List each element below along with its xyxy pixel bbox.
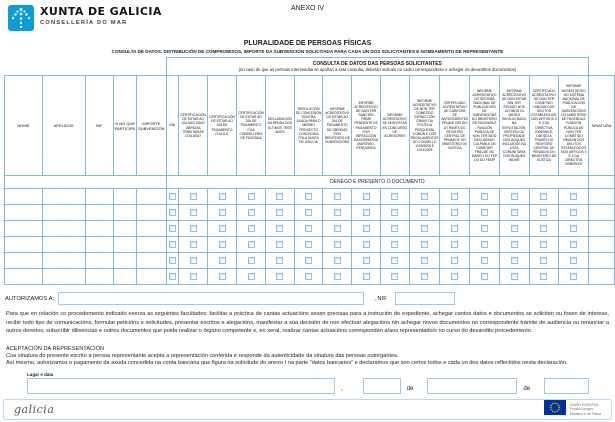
checkbox-cell: [352, 221, 381, 237]
checkbox-cell: [529, 221, 559, 237]
deny-checkbox[interactable]: [540, 273, 547, 280]
applicant-data-cell[interactable]: [42, 205, 85, 221]
deny-checkbox[interactable]: [305, 209, 312, 216]
deny-checkbox[interactable]: [391, 225, 398, 232]
faculties-paragraph: Para que en relación co procedemento indicado exerza as seguintes facultades: facilitar a práctica de cantas actuacións sexan precisas para a instrución do expediente, achegar cantos datos e documentos se soliciten ou fosen de interese, recibir todo tipo de comunicacións, formular peticións e solicitudes, presentar escritos e alegacións, manifestar a súa decisión de non efectuar alegacións nin achegar novos documentos no correspondente trámite de audiencia ou renunciar a outros dereitos, subscribir dilixencias e outros documentos que poida realizar o órgano competente e, en xeral, realizar cantas actuacións correspondan a/aos representado/s no curso do devandito procedemento.: [6, 311, 609, 335]
deny-checkbox[interactable]: [511, 273, 518, 280]
column-header-11: INFORME ACREDITATIVO DE ESTAR AO DÍA DE PAGAMENTO DE OBRIGAS POR REINTEGRO DE SUBVENCIÓNS: [323, 76, 352, 176]
checkbox-cell: [409, 205, 440, 221]
checkbox-cell: [323, 205, 352, 221]
column-header-7: CERTIFICACIÓN DE ESTAR AO DÍA DE PAGAMENTO COA S.S.: [208, 76, 237, 176]
checkbox-cell: [208, 269, 237, 285]
checkbox-cell: [559, 237, 589, 253]
column-header-13: INFORME ACREDITATIVO DE NON ESTAR EN CONCURSO DE ACREDORES: [380, 76, 409, 176]
year-input[interactable]: [544, 378, 589, 394]
checkbox-cell: [380, 253, 409, 269]
applicant-data-cell[interactable]: [85, 221, 113, 237]
checkbox-cell: [529, 253, 559, 269]
acceptance-title: ACEPTACIÓN DA REPRESENTACIÓN: [6, 346, 105, 352]
checkbox-cell: [440, 221, 470, 237]
checkbox-cell: [470, 237, 500, 253]
checkbox-cell: [323, 253, 352, 269]
checkbox-cell: [559, 205, 589, 221]
deny-checkbox[interactable]: [540, 209, 547, 216]
deny-checkbox[interactable]: [219, 225, 226, 232]
consulta-header-title: CONSULTA DE DATOS DAS PERSOAS SOLICITANTES: [312, 61, 442, 67]
deny-checkbox[interactable]: [421, 209, 428, 216]
deny-checkbox[interactable]: [451, 209, 458, 216]
applicant-data-cell[interactable]: [85, 237, 113, 253]
applicant-data-cell[interactable]: [5, 253, 43, 269]
deny-checkbox[interactable]: [169, 273, 176, 280]
checkbox-cell: [380, 269, 409, 285]
place-date-fields: [27, 378, 589, 394]
column-header-0: NOME: [5, 76, 43, 176]
deny-checkbox[interactable]: [451, 257, 458, 264]
checkbox-cell: [529, 189, 559, 205]
deny-checkbox[interactable]: [169, 209, 176, 216]
consulta-header-note: (no caso de que as persoas interesadas se opoñan a esta consulta, deberán indicalo no cadro correspondente e achegar os devanditos documentos): [238, 67, 517, 72]
column-header-19: INFORME ACREDITATIVO DO SISTEMA NACIONAL DE PUBLICACIÓN DE SUBVENCIÓNS DO MINISTERIO DE FACENDA E FUNCIÓN PÚBLICA DE NON TER COMETIDO NINGÚN DOS DELITOS ESTABLECIDOS NOS ARTIGOS 3 E 4 DA DIRECTIVA 2008/99/CE: [559, 76, 589, 176]
de-label-1: de: [406, 386, 414, 392]
deny-checkbox[interactable]: [570, 209, 577, 216]
deny-checkbox[interactable]: [421, 257, 428, 264]
consulta-table: [4, 57, 615, 285]
deny-checkbox[interactable]: [305, 193, 312, 200]
applicant-data-cell[interactable]: [113, 253, 136, 269]
column-header-17: INFORME ACREDITATIVO DE NON ESTAR NIN TER ESTADO NOS ÚLTIMOS 24 MESES INVOLUCRADO NA EXPLOTACIÓN, XESTIÓN OU PROPIEDADE DOS BUQUES INCLUÍDOS NA LISTA COMUNITARIA DOS BUQUES INDNR: [499, 76, 529, 176]
applicant-data-cell[interactable]: [137, 189, 166, 205]
eu-funding-block: [544, 400, 601, 420]
deny-checkbox[interactable]: [363, 257, 370, 264]
deny-checkbox[interactable]: [169, 225, 176, 232]
checkbox-cell: [208, 253, 237, 269]
comma-separator: ,: [341, 386, 343, 392]
deny-checkbox[interactable]: [391, 273, 398, 280]
checkbox-cell: [380, 221, 409, 237]
deny-checkbox[interactable]: [219, 209, 226, 216]
applicant-data-cell[interactable]: [137, 253, 166, 269]
applicant-data-cell[interactable]: [5, 205, 43, 221]
applicant-data-cell[interactable]: [42, 269, 85, 285]
checkbox-cell: [237, 237, 266, 253]
table-row: [5, 269, 615, 285]
deny-checkbox[interactable]: [481, 209, 488, 216]
table-row: [5, 189, 615, 205]
checkbox-cell: [265, 221, 294, 237]
deny-checkbox[interactable]: [190, 225, 197, 232]
deny-checkbox[interactable]: [190, 193, 197, 200]
deny-checkbox[interactable]: [570, 193, 577, 200]
checkbox-cell: [470, 189, 500, 205]
applicant-data-cell[interactable]: [113, 269, 136, 285]
checkbox-cell: [208, 221, 237, 237]
checkbox-cell: [440, 237, 470, 253]
page-subtitle: CONSULTA DE DATOS, DISTRIBUCIÓN DE COMPROMISOS, IMPORTE DA SUBVENCIÓN SOLICITADA PARA CADA UN DOS SOLICITANTES E NOMEAMENTO DE REPRESENTANTE: [111, 49, 504, 54]
checkbox-cell: [166, 253, 179, 269]
checkbox-cell: [294, 269, 323, 285]
checkbox-cell: [470, 221, 500, 237]
deny-checkbox[interactable]: [481, 257, 488, 264]
checkbox-cell: [265, 269, 294, 285]
footer-band: [3, 399, 612, 420]
checkbox-cell: [208, 237, 237, 253]
checkbox-cell: [380, 189, 409, 205]
applicant-data-cell[interactable]: [137, 205, 166, 221]
checkbox-cell: [440, 269, 470, 285]
checkbox-cell: [265, 237, 294, 253]
deny-checkbox[interactable]: [421, 193, 428, 200]
column-header-6: CERTIFICACIÓN DE ESTAR AO DÍA DAS SÚAS OBRIGAS TRIBUTARIAS COA AEAT: [179, 76, 208, 176]
column-header-14: INFORME ACREDITATIVO DE NON TER COMETIDO INFRACCIÓN GRAVE DA POLÍTICA PESQUEIRA COMÚN E DOS REGULAMENTOS DO CONSELLO 1005/2008 E 1224/2009: [409, 76, 440, 176]
deny-checkbox[interactable]: [248, 225, 255, 232]
deny-checkbox[interactable]: [334, 193, 341, 200]
checkbox-cell: [179, 221, 208, 237]
checkbox-cell: [208, 189, 237, 205]
checkbox-cell: [499, 269, 529, 285]
column-header-15: CERTIFICADO ACREDITATIVO DE CARECER DE ANTECEDENTES PENAIS OBTIDO A TRAVÉS DO REXISTRO CENTRAL DE PENADOS DO MINISTERIO DE XUSTIZA: [440, 76, 470, 176]
deny-checkbox[interactable]: [391, 193, 398, 200]
deny-checkbox[interactable]: [363, 193, 370, 200]
checkbox-cell: [440, 253, 470, 269]
eu-text: UNIÓN EUROPEA Fondo Europeo Marítimo e de Pesca: [569, 402, 601, 416]
checkbox-cell: [352, 205, 381, 221]
signature-cell[interactable]: [589, 221, 615, 237]
column-header-10: RESOLUCIÓN DE CONCESIÓN DOUTRA AXUDA PARA O MESMO PROXECTO CONCEDIDA POLA XUNTA DE GALICIA: [294, 76, 323, 176]
column-header-16: INFORME ACREDITATIVO DO SISTEMA NACIONAL DE PUBLICACIÓN DE SUBVENCIÓNS DO MINISTERIO DE FACENDA E FUNCIÓN PÚBLICA DE NON TER SIDO DECLARADO CULPABLE DE COMETER FRAUDE NO MARCO DO FEP OU DO FEMP: [470, 76, 500, 176]
deny-checkbox[interactable]: [305, 273, 312, 280]
applicant-data-cell[interactable]: [5, 189, 43, 205]
consulta-header-right-spacer: [589, 58, 615, 76]
checkbox-cell: [499, 221, 529, 237]
checkbox-cell: [166, 269, 179, 285]
page-title: PLURALIDADE DE PERSOAS FÍSICAS: [243, 40, 372, 47]
checkbox-cell: [529, 269, 559, 285]
table-row: [5, 221, 615, 237]
checkbox-cell: [294, 221, 323, 237]
deny-checkbox[interactable]: [511, 257, 518, 264]
authorized-person-input[interactable]: [58, 292, 364, 305]
deny-checkbox[interactable]: [276, 225, 283, 232]
applicant-data-cell[interactable]: [85, 205, 113, 221]
checkbox-cell: [294, 189, 323, 205]
deny-checkbox[interactable]: [334, 225, 341, 232]
deny-checkbox[interactable]: [540, 257, 547, 264]
deny-checkbox[interactable]: [363, 209, 370, 216]
deny-checkbox[interactable]: [334, 209, 341, 216]
checkbox-cell: [409, 269, 440, 285]
denego-banner: DENEGO E PRESENTO O DOCUMENTO: [166, 176, 589, 189]
deny-checkbox[interactable]: [334, 257, 341, 264]
checkbox-cell: [409, 237, 440, 253]
table-row: [5, 253, 615, 269]
checkbox-cell: [352, 253, 381, 269]
deny-checkbox[interactable]: [481, 193, 488, 200]
consulta-header-left-spacer: [5, 58, 167, 76]
column-header-12: INFORME ACREDITATIVO DE NON TER SANCIÓN FIRME PENDENTE DE PAGAMENTO POR INFRACCIÓN DA NORMATIVA MARÍTIMO-PESQUEIRA: [352, 76, 381, 176]
consulta-header: [166, 58, 589, 76]
applicant-data-cell[interactable]: [85, 253, 113, 269]
deny-checkbox[interactable]: [276, 273, 283, 280]
deny-checkbox[interactable]: [248, 193, 255, 200]
checkbox-cell: [323, 189, 352, 205]
checkbox-cell: [559, 269, 589, 285]
deny-checkbox[interactable]: [363, 241, 370, 248]
deny-checkbox[interactable]: [570, 225, 577, 232]
checkbox-cell: [352, 237, 381, 253]
payment-text: Así mesmo, autorizamos o pagamento da axuda concedida na conta bancaria que figura na solicitude do anexo I na parte “datos bancarios” e declaramos que son certos todos e cada un dos datos reflectidos nesta declaración.: [6, 360, 568, 366]
applicant-data-cell[interactable]: [5, 221, 43, 237]
deny-checkbox[interactable]: [276, 241, 283, 248]
column-header-1: APELIDOS: [42, 76, 85, 176]
applicant-data-cell[interactable]: [85, 269, 113, 285]
deny-checkbox[interactable]: [481, 225, 488, 232]
checkbox-cell: [237, 205, 266, 221]
applicant-data-cell[interactable]: [42, 221, 85, 237]
checkbox-cell: [559, 253, 589, 269]
deny-checkbox[interactable]: [421, 225, 428, 232]
checkbox-cell: [499, 237, 529, 253]
signature-cell[interactable]: [589, 189, 615, 205]
checkbox-cell: [237, 189, 266, 205]
checkbox-cell: [440, 205, 470, 221]
column-header-20: SINATURA: [589, 76, 615, 176]
checkbox-cell: [380, 237, 409, 253]
applicant-data-cell[interactable]: [42, 253, 85, 269]
de-label-2: de: [523, 386, 531, 392]
deny-checkbox[interactable]: [511, 241, 518, 248]
deny-checkbox[interactable]: [219, 241, 226, 248]
column-header-9: DECLARACIÓN DA RENDA DOS ÚLTIMOS TRES ANOS: [265, 76, 294, 176]
signature-cell[interactable]: [589, 205, 615, 221]
deny-checkbox[interactable]: [451, 273, 458, 280]
deny-checkbox[interactable]: [219, 193, 226, 200]
deny-checkbox[interactable]: [363, 225, 370, 232]
deny-checkbox[interactable]: [248, 209, 255, 216]
deny-checkbox[interactable]: [276, 257, 283, 264]
deny-checkbox[interactable]: [334, 241, 341, 248]
checkbox-cell: [380, 205, 409, 221]
checkbox-cell: [237, 269, 266, 285]
deny-checkbox[interactable]: [451, 193, 458, 200]
checkbox-cell: [265, 205, 294, 221]
checkbox-cell: [529, 205, 559, 221]
eu-flag-icon: [544, 400, 566, 420]
checkbox-cell: [179, 189, 208, 205]
deny-checkbox[interactable]: [190, 241, 197, 248]
checkbox-cell: [265, 253, 294, 269]
column-header-5: DNI: [166, 76, 179, 176]
deny-checkbox[interactable]: [451, 241, 458, 248]
checkbox-cell: [166, 189, 179, 205]
deny-checkbox[interactable]: [276, 209, 283, 216]
deny-checkbox[interactable]: [421, 241, 428, 248]
deny-checkbox[interactable]: [190, 257, 197, 264]
checkbox-cell: [179, 205, 208, 221]
applicant-data-cell[interactable]: [113, 237, 136, 253]
checkbox-cell: [294, 205, 323, 221]
deny-checkbox[interactable]: [169, 193, 176, 200]
signature-cell[interactable]: [589, 237, 615, 253]
brand-department: CONSELLERÍA DO MAR: [40, 20, 128, 26]
applicant-data-cell[interactable]: [137, 237, 166, 253]
column-header-2: NIF: [85, 76, 113, 176]
column-header-4: IMPORTE SUBVENCIÓN: [137, 76, 166, 176]
galicia-logo: galicia: [14, 403, 55, 416]
nif-label: , NIF: [374, 295, 387, 302]
deny-checkbox[interactable]: [190, 273, 197, 280]
deny-checkbox[interactable]: [305, 257, 312, 264]
applicant-data-cell[interactable]: [5, 269, 43, 285]
checkbox-cell: [499, 253, 529, 269]
deny-checkbox[interactable]: [169, 257, 176, 264]
deny-checkbox[interactable]: [511, 209, 518, 216]
brand-title: XUNTA DE GALICIA: [40, 5, 162, 18]
applicant-data-cell[interactable]: [137, 269, 166, 285]
place-date-label: Lugar e data: [27, 372, 54, 377]
applicant-data-cell[interactable]: [113, 189, 136, 205]
column-header-3: % NO QUE PARTICIPA: [113, 76, 136, 176]
checkbox-cell: [409, 189, 440, 205]
denego-left-cell: [5, 176, 167, 189]
day-input[interactable]: [363, 378, 401, 394]
applicant-data-cell[interactable]: [113, 205, 136, 221]
deny-checkbox[interactable]: [219, 273, 226, 280]
checkbox-cell: [559, 189, 589, 205]
checkbox-cell: [166, 237, 179, 253]
checkbox-cell: [179, 237, 208, 253]
nif-input[interactable]: [395, 292, 455, 305]
deny-checkbox[interactable]: [511, 225, 518, 232]
table-row: [5, 237, 615, 253]
deny-checkbox[interactable]: [481, 241, 488, 248]
deny-checkbox[interactable]: [169, 241, 176, 248]
checkbox-cell: [470, 205, 500, 221]
checkbox-cell: [499, 205, 529, 221]
checkbox-cell: [409, 221, 440, 237]
deny-checkbox[interactable]: [248, 257, 255, 264]
checkbox-cell: [440, 189, 470, 205]
applicant-data-cell[interactable]: [42, 237, 85, 253]
denego-signature-cell: [589, 176, 615, 189]
signature-cell[interactable]: [589, 269, 615, 285]
checkbox-cell: [265, 189, 294, 205]
applicant-data-cell[interactable]: [113, 221, 136, 237]
checkbox-cell: [470, 269, 500, 285]
deny-checkbox[interactable]: [219, 257, 226, 264]
checkbox-cell: [323, 269, 352, 285]
month-input[interactable]: [427, 378, 517, 394]
annex-label: ANEXO IV: [290, 5, 325, 12]
checkbox-cell: [294, 237, 323, 253]
deny-checkbox[interactable]: [570, 241, 577, 248]
column-header-8: CERTIFICACIÓN DE ESTAR AO DÍA DE PAGAMENTO COA CONSELLERÍA DE FACENDA: [237, 76, 266, 176]
place-input[interactable]: [27, 378, 335, 394]
deny-checkbox[interactable]: [248, 273, 255, 280]
checkbox-cell: [237, 221, 266, 237]
checkbox-cell: [559, 221, 589, 237]
checkbox-cell: [179, 253, 208, 269]
deny-checkbox[interactable]: [391, 241, 398, 248]
checkbox-cell: [323, 237, 352, 253]
deny-checkbox[interactable]: [540, 193, 547, 200]
deny-checkbox[interactable]: [248, 241, 255, 248]
checkbox-cell: [409, 253, 440, 269]
checkbox-cell: [166, 221, 179, 237]
checkbox-cell: [179, 269, 208, 285]
deny-checkbox[interactable]: [481, 273, 488, 280]
deny-checkbox[interactable]: [391, 257, 398, 264]
applicant-data-cell[interactable]: [85, 189, 113, 205]
checkbox-cell: [352, 269, 381, 285]
checkbox-cell: [237, 253, 266, 269]
checkbox-cell: [352, 189, 381, 205]
column-header-18: CERTIFICADO ACREDITATIVO DE NON TER COMETIDO NINGÚN DOS DELITOS ESTABLECIDOS NOS ARTIGOS 3 E 4 DA DIRECTIVA 2008/99/CE, OBTIDO A TRAVÉS DO REXISTRO CENTRAL DE PENADOS DO MINISTERIO DE XUSTIZA: [529, 76, 559, 176]
applicant-data-cell[interactable]: [5, 237, 43, 253]
signature-cell[interactable]: [589, 253, 615, 269]
authorize-label: AUTORIZAMOS A:: [5, 295, 55, 302]
acceptance-text: Coa sinatura do presente escrito a persoa representante acepta a representación conferida e responde da autenticidade da sinatura das persoas outorgantes.: [6, 353, 399, 359]
checkbox-cell: [166, 205, 179, 221]
authorization-row: [5, 292, 610, 305]
deny-checkbox[interactable]: [190, 209, 197, 216]
checkbox-cell: [294, 253, 323, 269]
deny-checkbox[interactable]: [511, 193, 518, 200]
checkbox-cell: [323, 221, 352, 237]
deny-checkbox[interactable]: [540, 225, 547, 232]
deny-checkbox[interactable]: [276, 193, 283, 200]
deny-checkbox[interactable]: [451, 225, 458, 232]
applicant-data-cell[interactable]: [42, 189, 85, 205]
deny-checkbox[interactable]: [570, 257, 577, 264]
deny-checkbox[interactable]: [421, 273, 428, 280]
checkbox-cell: [208, 205, 237, 221]
deny-checkbox[interactable]: [540, 241, 547, 248]
deny-checkbox[interactable]: [305, 241, 312, 248]
deny-checkbox[interactable]: [305, 225, 312, 232]
deny-checkbox[interactable]: [334, 273, 341, 280]
checkbox-cell: [470, 253, 500, 269]
applicant-data-cell[interactable]: [137, 221, 166, 237]
checkbox-cell: [499, 189, 529, 205]
deny-checkbox[interactable]: [570, 273, 577, 280]
checkbox-cell: [529, 237, 559, 253]
table-row: [5, 205, 615, 221]
deny-checkbox[interactable]: [391, 209, 398, 216]
deny-checkbox[interactable]: [363, 273, 370, 280]
